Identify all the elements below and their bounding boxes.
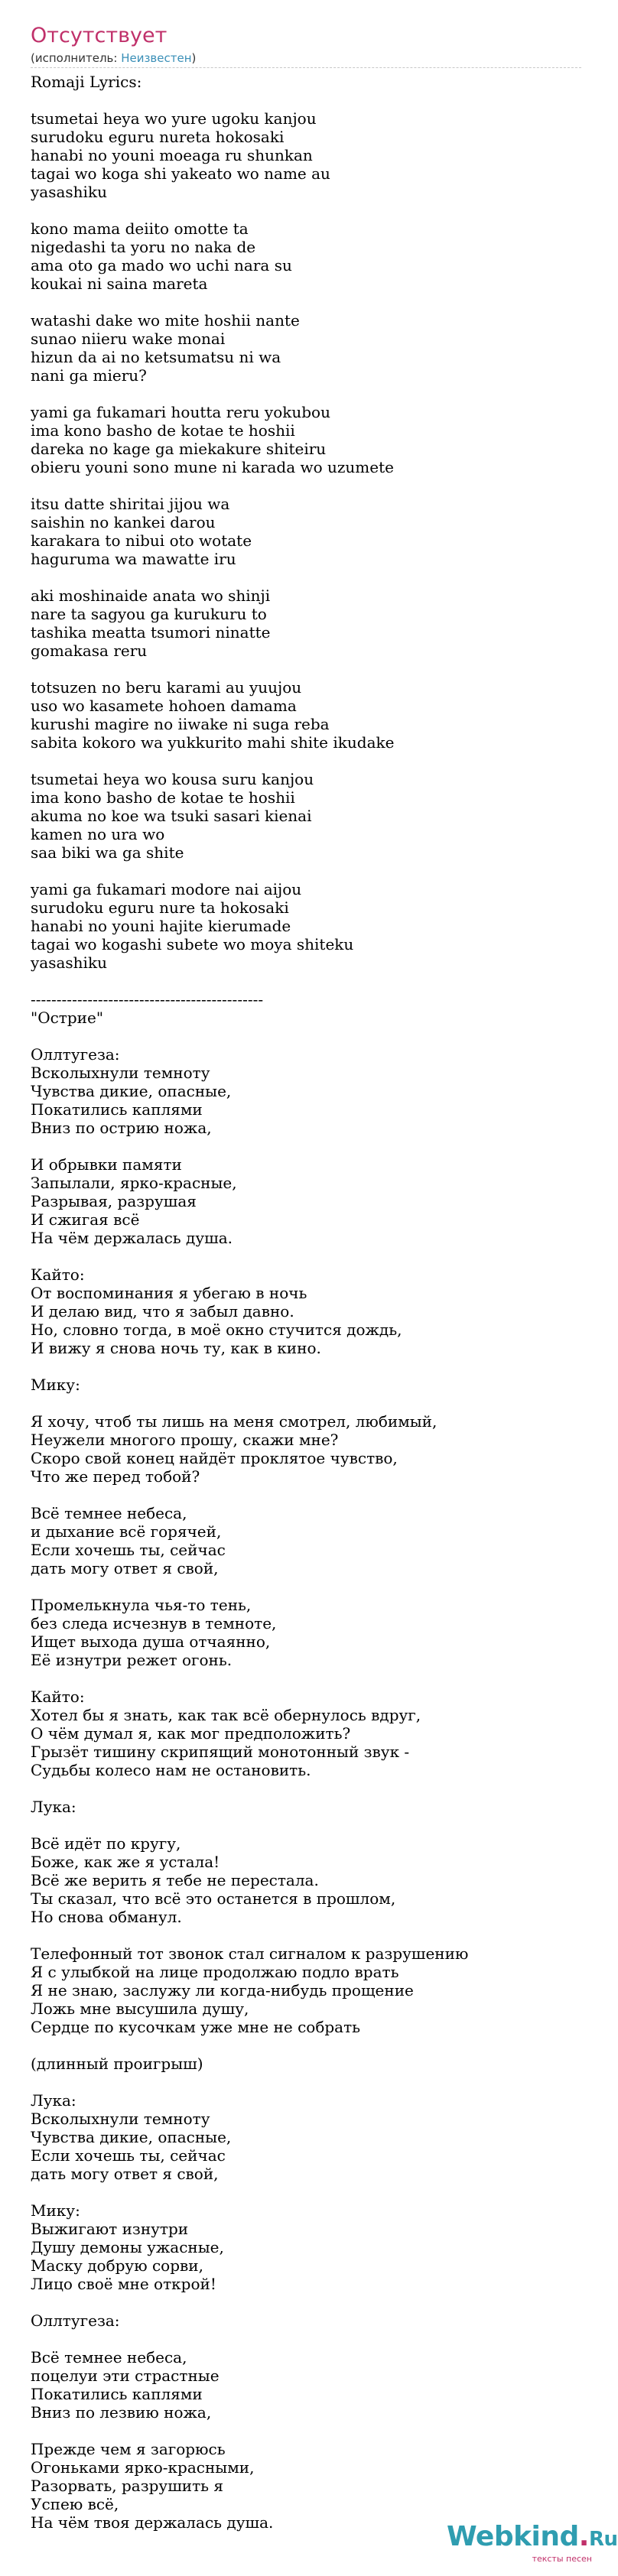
lyrics-stanza	[31, 1688, 581, 1779]
lyrics-line: kurushi magire no iiwake ni suga reba	[31, 715, 330, 733]
logo-dot: .	[578, 2521, 589, 2552]
lyrics-line: И сжигая всё	[31, 1210, 140, 1229]
song-title: Отсутствует	[31, 24, 168, 47]
lyrics-line: О чём думал я, как мог предположить?	[31, 1724, 351, 1743]
lyrics-line: aki moshinaide anata wo shinji	[31, 586, 271, 605]
lyrics-line: Если хочешь ты, сейчас	[31, 1541, 226, 1559]
lyrics-line: hizun da ai no ketsumatsu ni wa	[31, 348, 281, 366]
lyrics-line: Разрывая, разрушая	[31, 1192, 197, 1210]
lyrics-line: Огоньками ярко-красными,	[31, 2458, 255, 2477]
lyrics-line: Всколыхнули темноту	[31, 1064, 210, 1082]
lyrics-stanza	[31, 109, 581, 201]
lyrics-line: Чувства дикие, опасные,	[31, 2128, 232, 2146]
lyrics-line: На чём твоя держалась душа.	[31, 2513, 274, 2532]
lyrics-line: Судьбы колесо нам не остановить.	[31, 1761, 311, 1779]
lyrics-stanza	[31, 678, 581, 752]
lyrics-line: (длинный проигрыш)	[31, 2055, 203, 2073]
lyrics-line: nigedashi ta yoru no naka de	[31, 238, 256, 256]
lyrics-line: watashi dake wo mite hoshii nante	[31, 311, 300, 330]
lyrics-line: и дыхание всё горячей,	[31, 1522, 222, 1541]
lyrics-line: dareka no kage ga miekakure shiteiru	[31, 440, 327, 458]
lyrics-line: Промелькнула чья-то тень,	[31, 1596, 252, 1614]
lyrics-line: Всё темнее небеса,	[31, 1504, 187, 1522]
lyrics-stanza	[31, 1596, 581, 1669]
lyrics-stanza	[31, 403, 581, 476]
lyrics-stanza	[31, 495, 581, 568]
lyrics-line: tagai wo kogashi subete wo moya shiteku	[31, 935, 354, 953]
lyrics-line: tashika meatta tsumori ninatte	[31, 623, 271, 642]
lyrics-line: И делаю вид, что я забыл давно.	[31, 1302, 294, 1320]
artist-suffix: )	[191, 51, 197, 65]
lyrics-line: Скоро свой конец найдёт проклятое чувство,	[31, 1449, 398, 1467]
lyrics-line: koukai ni saina mareta	[31, 274, 208, 293]
lyrics-line: Лицо своё мне открой!	[31, 2275, 216, 2293]
lyrics-line: Хотел бы я знать, как так всё обернулось вдруг,	[31, 1706, 421, 1724]
lyrics-line: akuma no koe wa tsuki sasari kienai	[31, 807, 312, 825]
lyrics-line: Всё темнее небеса,	[31, 2348, 187, 2366]
lyrics-line: nare ta sagyou ga kurukuru to	[31, 605, 267, 623]
lyrics-line: Мику:	[31, 1376, 80, 1394]
lyrics-line: Мику:	[31, 2201, 80, 2220]
lyrics-stanza	[31, 2311, 581, 2330]
lyrics-line: tsumetai heya wo kousa suru kanjou	[31, 770, 314, 788]
lyrics-line: Боже, как же я устала!	[31, 1853, 220, 1871]
lyrics-stanza	[31, 2201, 581, 2293]
lyrics-line: дать могу ответ я свой,	[31, 1559, 219, 1577]
lyrics-line: surudoku eguru nure ta hokosaki	[31, 898, 289, 917]
logo-subtitle: тексты песен	[532, 2554, 592, 2564]
lyrics-stanza	[31, 1834, 581, 1926]
lyrics-line: Вниз по острию ножа,	[31, 1119, 212, 1137]
lyrics-line: ama oto ga mado wo uchi nara su	[31, 256, 292, 274]
lyrics-line: Выжигают изнутри	[31, 2220, 189, 2238]
lyrics-line: gomakasa reru	[31, 642, 148, 660]
lyrics-line: Покатились каплями	[31, 1100, 203, 1119]
lyrics-stanza	[31, 1265, 581, 1357]
lyrics-line: hanabi no youni moeaga ru shunkan	[31, 146, 313, 164]
lyrics-line: itsu datte shiritai jijou wa	[31, 495, 230, 513]
lyrics-line: ---------------------------------------------	[31, 990, 264, 1009]
lyrics-line: karakara to nibui oto wotate	[31, 531, 252, 550]
lyrics-stanza	[31, 990, 581, 1027]
lyrics-line: Я хочу, чтоб ты лишь на меня смотрел, любимый,	[31, 1412, 437, 1431]
lyrics-line: uso wo kasamete hohoen damama	[31, 697, 297, 715]
lyrics-line: От воспоминания я убегаю в ночь	[31, 1284, 307, 1302]
lyrics-stanza	[31, 1412, 581, 1486]
lyrics-stanza	[31, 1376, 581, 1394]
lyrics-line: sabita kokoro wa yukkurito mahi shite ikudake	[31, 733, 395, 752]
lyrics-line: без следа исчезнув в темноте,	[31, 1614, 277, 1632]
lyrics-stanza	[31, 1944, 581, 2036]
lyrics-line: И обрывки памяти	[31, 1155, 182, 1174]
lyrics-stanza	[31, 1155, 581, 1247]
lyrics-line: Но, словно тогда, в моё окно стучится дождь,	[31, 1320, 402, 1339]
lyrics-line: nani ga mieru?	[31, 366, 147, 385]
lyrics-stanza	[31, 219, 581, 293]
lyrics-line: hanabi no youni hajite kierumade	[31, 917, 291, 935]
lyrics-line: Душу демоны ужасные,	[31, 2238, 224, 2256]
lyrics-line: Romaji Lyrics:	[31, 73, 142, 91]
lyrics-stanza	[31, 2348, 581, 2422]
artist-link[interactable]: Неизвестен	[121, 51, 192, 65]
lyrics-line: Если хочешь ты, сейчас	[31, 2146, 226, 2165]
lyrics-line: ima kono basho de kotae te hoshii	[31, 788, 295, 807]
lyrics-stanza	[31, 1504, 581, 1577]
lyrics-line: поцелуи эти страстные	[31, 2366, 220, 2385]
lyrics-line: tagai wo koga shi yakeato wo name au	[31, 164, 330, 183]
lyrics-line: Кайто:	[31, 1688, 85, 1706]
lyrics-line: Сердце по кусочкам уже мне не собрать	[31, 2018, 361, 2036]
lyrics-line: Лука:	[31, 1798, 76, 1816]
lyrics-line: yasashiku	[31, 953, 107, 972]
lyrics-line: Покатились каплями	[31, 2385, 203, 2403]
lyrics-line: Ложь мне высушила душу,	[31, 1999, 249, 2018]
lyrics-line: totsuzen no beru karami au yuujou	[31, 678, 302, 697]
lyrics-line: Лука:	[31, 2091, 76, 2110]
lyrics-line: surudoku eguru nureta hokosaki	[31, 128, 285, 146]
lyrics-line: Оллтугеза:	[31, 2311, 120, 2330]
lyrics-line: Прежде чем я загорюсь	[31, 2440, 226, 2458]
lyrics-stanza	[31, 586, 581, 660]
artist-prefix: (исполнитель:	[31, 51, 122, 65]
lyrics-line: Всколыхнули темноту	[31, 2110, 210, 2128]
lyrics-line: Ты сказал, что всё это останется в прошлом,	[31, 1889, 396, 1908]
lyrics-line: Запылали, ярко-красные,	[31, 1174, 237, 1192]
lyrics-line: Вниз по лезвию ножа,	[31, 2403, 212, 2422]
lyrics-line: tsumetai heya wo yure ugoku kanjou	[31, 109, 317, 128]
lyrics-line: Но снова обманул.	[31, 1908, 182, 1926]
lyrics-line: И вижу я снова ночь ту, как в кино.	[31, 1339, 321, 1357]
lyrics-line: saa biki wa ga shite	[31, 843, 184, 862]
lyrics-stanza	[31, 1045, 581, 1137]
logo-wordmark	[447, 2521, 618, 2555]
lyrics-stanza	[31, 2440, 581, 2532]
lyrics-stanza	[31, 2055, 581, 2073]
lyrics-text	[31, 73, 581, 2532]
lyrics-line: Оллтугеза:	[31, 1045, 120, 1064]
lyrics-line: yami ga fukamari modore nai aijou	[31, 880, 302, 898]
site-logo[interactable]	[447, 2521, 618, 2565]
lyrics-line: Её изнутри режет огонь.	[31, 1651, 233, 1669]
lyrics-line: kamen no ura wo	[31, 825, 165, 843]
logo-name: Webkind	[447, 2521, 579, 2552]
lyrics-line: yami ga fukamari houtta reru yokubou	[31, 403, 330, 421]
lyrics-line: Всё идёт по кругу,	[31, 1834, 181, 1853]
lyrics-line: Всё же верить я тебе не перестала.	[31, 1871, 319, 1889]
lyrics-stanza	[31, 311, 581, 385]
lyrics-line: Успею всё,	[31, 2495, 119, 2513]
lyrics-line: Неужели многого прошу, скажи мне?	[31, 1431, 339, 1449]
lyrics-line: На чём держалась душа.	[31, 1229, 233, 1247]
lyrics-line: obieru youni sono mune ni karada wo uzumete	[31, 458, 394, 476]
lyrics-line: sunao niieru wake monai	[31, 330, 226, 348]
lyrics-line: haguruma wa mawatte iru	[31, 550, 236, 568]
logo-tld: Ru	[588, 2528, 618, 2551]
artist-line	[31, 50, 581, 66]
lyrics-line: Маску добрую сорви,	[31, 2256, 203, 2275]
lyrics-stanza	[31, 73, 581, 91]
lyrics-line: Чувства дикие, опасные,	[31, 1082, 232, 1100]
lyrics-line: kono mama deiito omotte ta	[31, 219, 249, 238]
lyrics-line: Разорвать, разрушить я	[31, 2477, 224, 2495]
lyrics-line: Я с улыбкой на лице продолжаю подло врать	[31, 1963, 399, 1981]
lyrics-line: Ищет выхода душа отчаянно,	[31, 1632, 271, 1651]
lyrics-line: дать могу ответ я свой,	[31, 2165, 219, 2183]
lyrics-line: Грызёт тишину скрипящий монотонный звук -	[31, 1743, 410, 1761]
lyrics-stanza	[31, 2091, 581, 2183]
lyrics-line: yasashiku	[31, 183, 107, 201]
lyrics-stanza	[31, 770, 581, 862]
lyrics-line: Что же перед тобой?	[31, 1467, 200, 1486]
lyrics-line: Кайто:	[31, 1265, 85, 1284]
lyrics-stanza	[31, 1798, 581, 1816]
lyrics-line: Я не знаю, заслужу ли когда-нибудь прощение	[31, 1981, 414, 1999]
lyrics-line: Телефонный тот звонок стал сигналом к разрушению	[31, 1944, 469, 1963]
lyrics-page	[31, 23, 581, 2550]
header-divider	[31, 67, 581, 68]
lyrics-line: "Острие"	[31, 1009, 104, 1027]
lyrics-line: ima kono basho de kotae te hoshii	[31, 421, 295, 440]
lyrics-line: saishin no kankei darou	[31, 513, 216, 531]
lyrics-stanza	[31, 880, 581, 972]
